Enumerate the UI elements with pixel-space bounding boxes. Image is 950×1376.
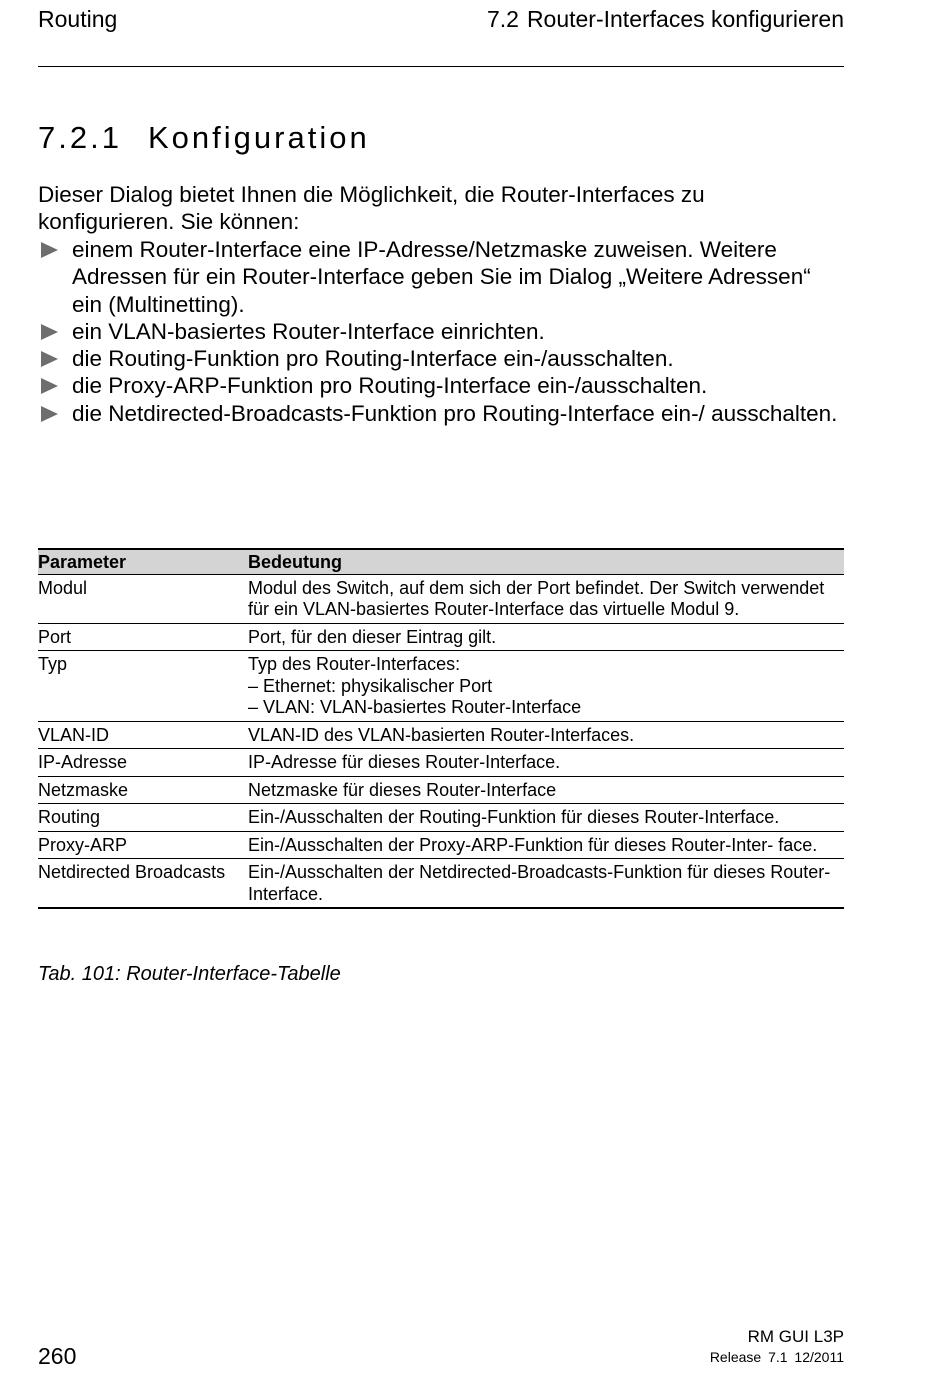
list-item-text: die Proxy-ARP-Funktion pro Routing-Interface ein-/ausschalten. [72,373,708,399]
parameter-cell: Modul [38,574,248,623]
section-title: Konfiguration [148,120,370,155]
meaning-cell: Ein-/Ausschalten der Netdirected-Broadcasts-Funktion für dieses Router-Interface. [248,859,844,909]
meaning-line: Typ des Router-Interfaces: [248,654,461,674]
triangle-bullet-icon [41,242,58,258]
list-item-text: einem Router-Interface eine IP-Adresse/Netzmaske zuweisen. Weitere Adressen für ein Router-Interface geben Sie im Dialog „Weitere Adressen“ ein (Multinetting). [72,237,811,317]
list-item-text: ein VLAN-basiertes Router-Interface einrichten. [72,318,545,344]
meaning-cell: IP-Adresse für dieses Router-Interface. [248,749,844,777]
footer-release: Release 7.1 12/2011 [709,1349,844,1365]
triangle-bullet-icon [41,378,58,394]
running-header-section-number: 7.2 [486,6,519,32]
table-row [38,749,844,777]
intro-paragraph: Dieser Dialog bietet Ihnen die Möglichkeit, die Router-Interfaces zu konfigurieren. Sie können: [38,182,705,235]
parameter-cell: Port [38,623,248,651]
table-row [38,651,844,722]
meaning-cell: Ein-/Ausschalten der Routing-Funktion für dieses Router-Interface. [248,804,844,832]
parameter-cell: Routing [38,804,248,832]
parameter-cell: Proxy-ARP [38,831,248,859]
parameter-cell: Netzmaske [38,776,248,804]
table-row [38,859,844,909]
list-item-text: die Netdirected-Broadcasts-Funktion pro Routing-Interface ein-/ ausschalten. [72,400,838,426]
table-row [38,623,844,651]
table-row [38,831,844,859]
running-header-chapter: Routing [38,6,118,32]
parameter-cell: VLAN-ID [38,721,248,749]
meaning-line: – Ethernet: physikalischer Port [248,675,493,696]
column-header-meaning: Bedeutung [248,549,844,574]
meaning-cell: VLAN-ID des VLAN-basierten Router-Interfaces. [248,721,844,749]
list-item [38,236,844,318]
column-header-parameter: Parameter [38,549,248,574]
list-item [38,372,844,399]
footer-document-title: RM GUI L3P [747,1327,844,1346]
list-item [38,318,844,345]
meaning-cell: Ein-/Ausschalten der Proxy-ARP-Funktion für dieses Router-Inter- face. [248,831,844,859]
parameter-table [38,548,844,909]
meaning-cell: Port, für den dieser Eintrag gilt. [248,623,844,651]
header-divider [38,66,844,67]
list-item [38,400,844,427]
page-number: 260 [38,1343,77,1369]
meaning-line: – VLAN: VLAN-basiertes Router-Interface [248,697,582,717]
meaning-cell: Netzmaske für dieses Router-Interface [248,776,844,804]
list-item-text: die Routing-Funktion pro Routing-Interface ein-/ausschalten. [72,346,674,372]
meaning-cell [248,651,844,722]
table-caption: Tab. 101: Router-Interface-Tabelle [38,963,341,985]
table-row [38,574,844,623]
running-header-section [487,6,844,33]
section-number: 7.2.1 [38,120,122,155]
section-heading [38,120,370,156]
parameter-cell: IP-Adresse [38,749,248,777]
table-row [38,721,844,749]
feature-list [38,236,844,427]
triangle-bullet-icon [41,324,58,340]
parameter-cell: Netdirected Broadcasts [38,859,248,909]
triangle-bullet-icon [41,351,58,367]
table-row [38,776,844,804]
list-item [38,345,844,372]
triangle-bullet-icon [41,406,58,422]
table-header-row [38,549,844,574]
parameter-cell: Typ [38,651,248,722]
meaning-cell: Modul des Switch, auf dem sich der Port befindet. Der Switch verwendet für ein VLAN-basiertes Router-Interface das virtuelle Modul 9. [248,574,844,623]
table-row [38,804,844,832]
running-header-section-title: Router-Interfaces konfigurieren [526,6,844,32]
